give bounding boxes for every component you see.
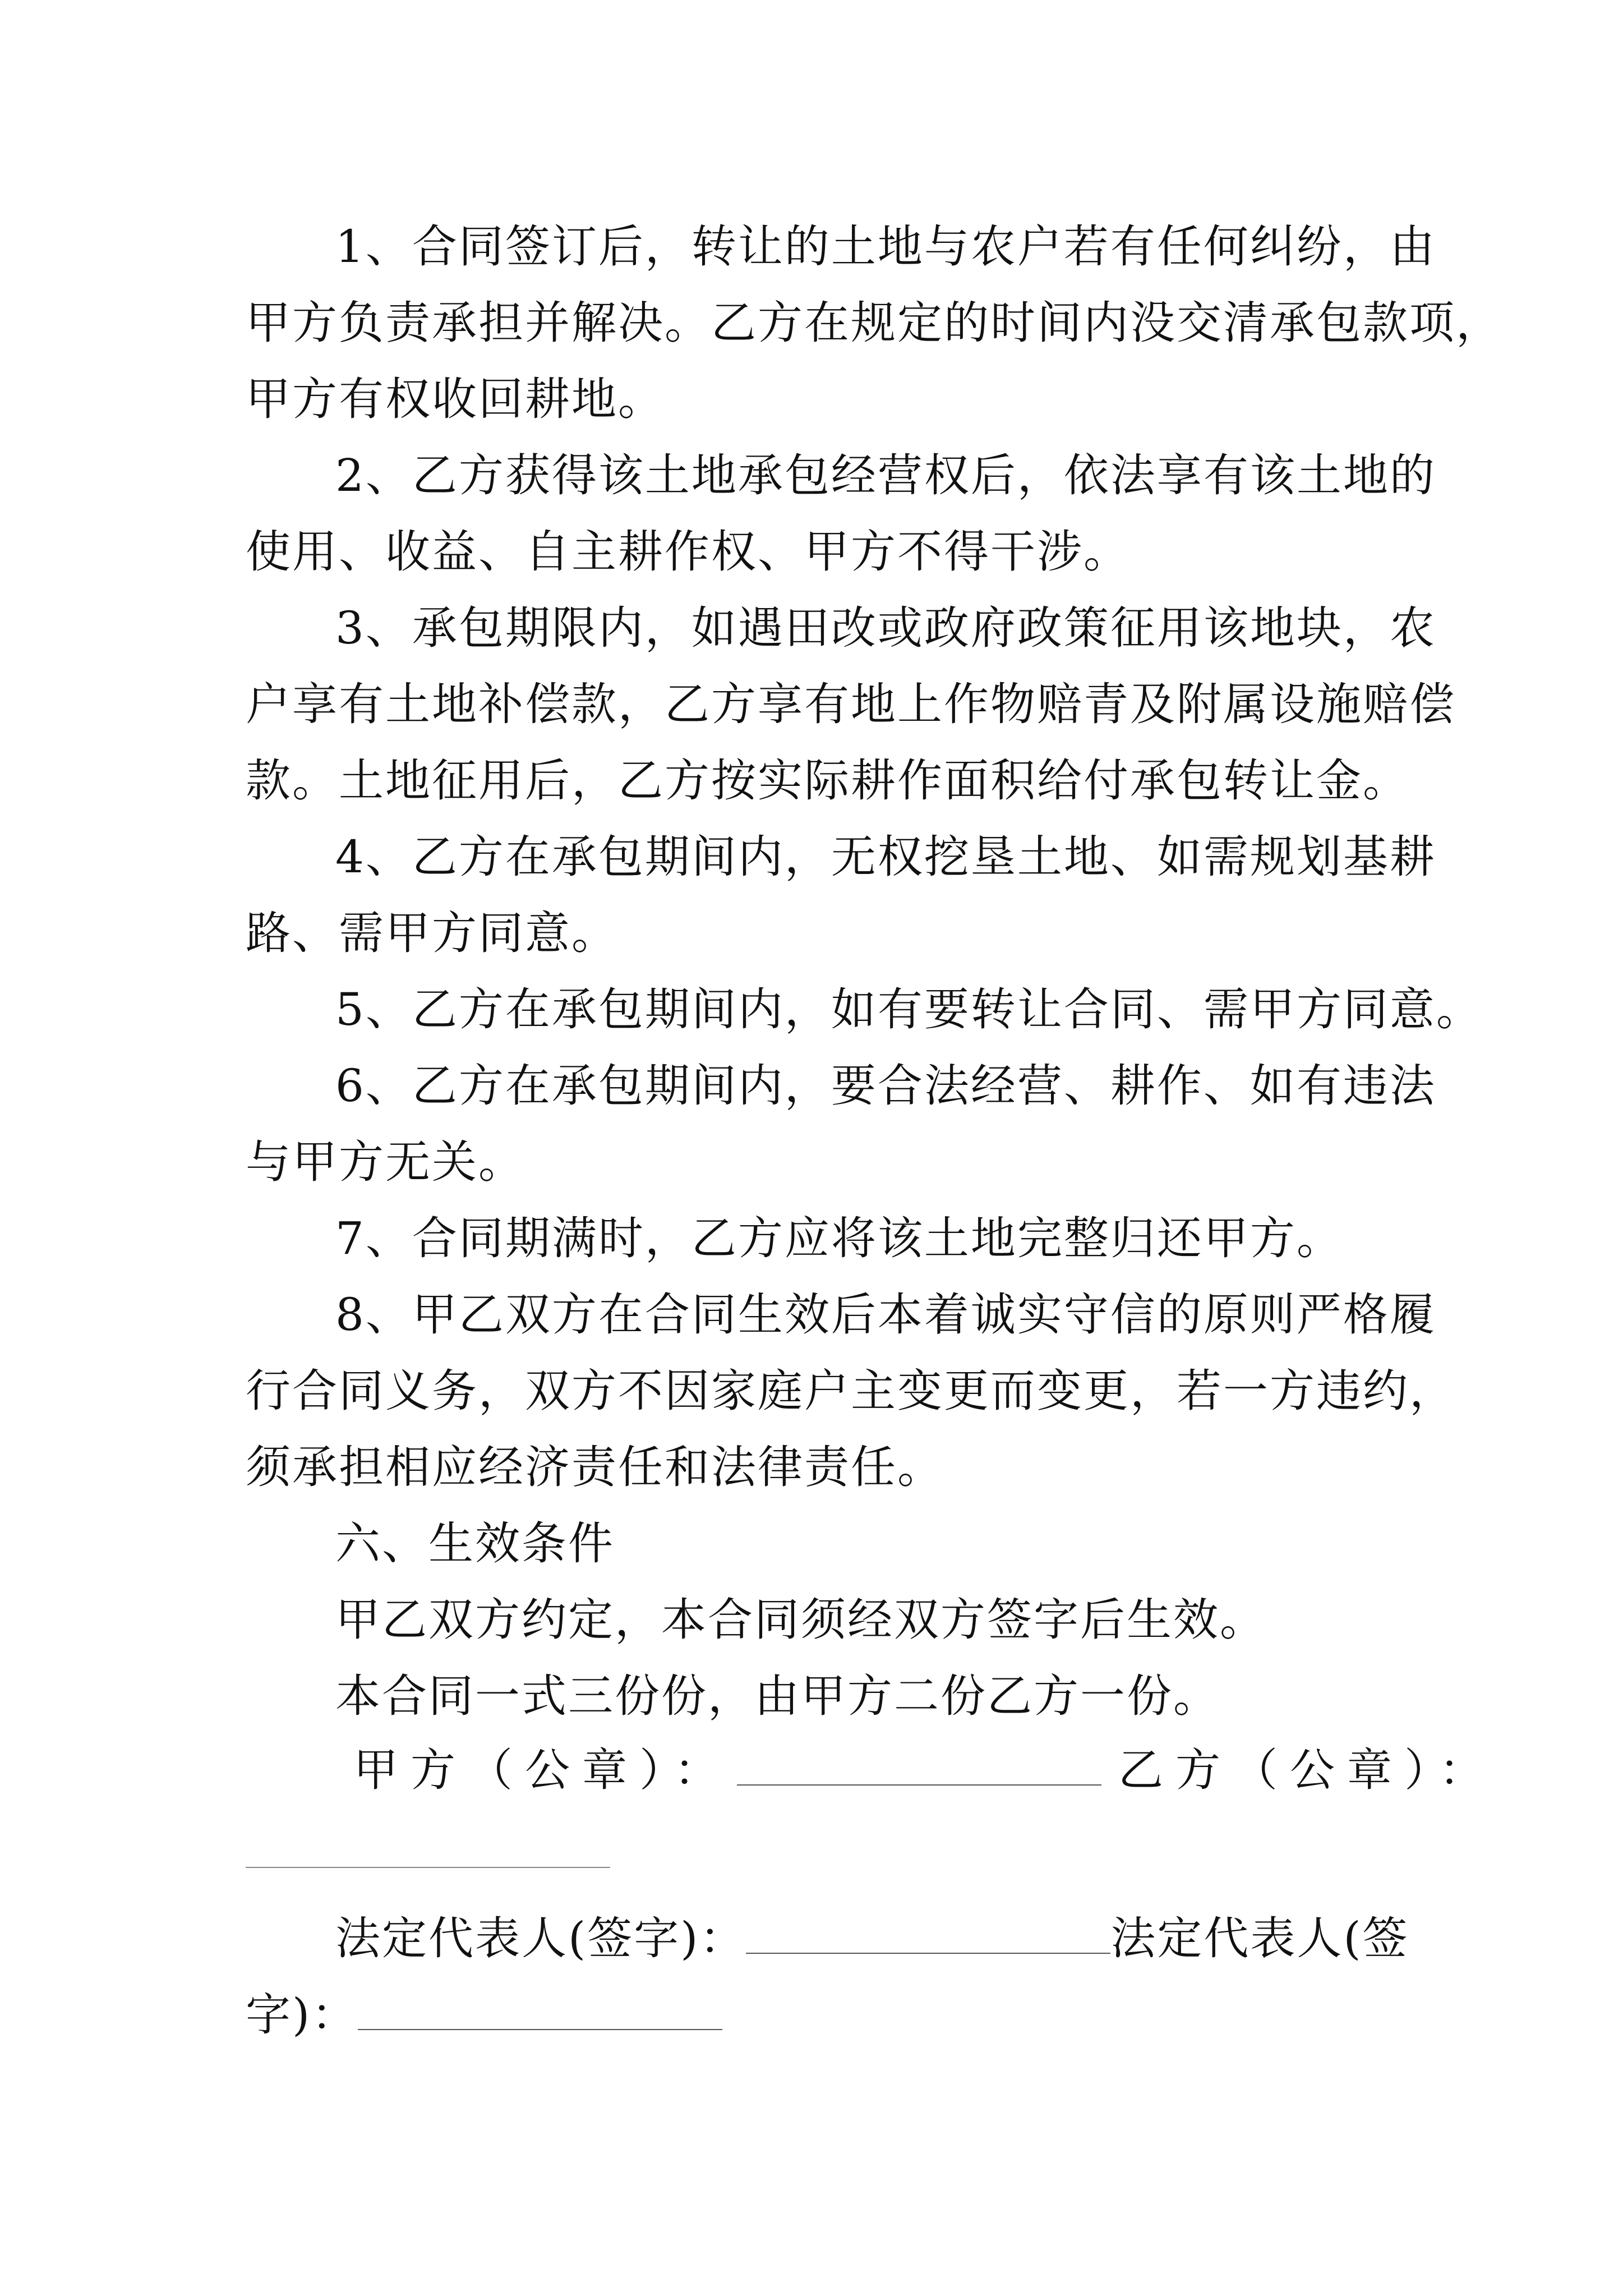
legal-rep-a-blank[interactable] (746, 1913, 1110, 1954)
clause-2-line-2: 使用、收益、自主耕作权、甲方不得干涉。 (246, 526, 1130, 578)
party-b-seal-label: 乙方（公章）： (1118, 1744, 1496, 1796)
clause-7-line-1: 7、合同期满时，乙方应将该土地完整归还甲方。 (335, 1212, 1343, 1264)
contract-clauses (246, 209, 1502, 1734)
party-a-seal-label: 甲方（公章）： (353, 1744, 731, 1796)
clause-8-line-2: 行合同义务，双方不因家庭户主变更而变更，若一方违约， (246, 1365, 1456, 1417)
clause-3-line-2: 户享有土地补偿款，乙方享有地上作物赔青及附属设施赔偿 (246, 678, 1456, 730)
legal-rep-a-label: 法定代表人(签字)： (335, 1912, 746, 1964)
clause-1-line-2: 甲方负责承担并解决。乙方在规定的时间内没交清承包款项， (246, 297, 1502, 349)
clause-2-line-1: 2、乙方获得该土地承包经营权后，依法享有该土地的 (335, 449, 1436, 501)
clause-8-line-1: 8、甲乙双方在合同生效后本着诚实守信的原则严格履 (335, 1289, 1436, 1341)
clause-5-line-1: 5、乙方在承包期间内，如有要转让合同、需甲方同意。 (335, 983, 1483, 1036)
clause-8-line-3: 须承担相应经济责任和法律责任。 (246, 1441, 944, 1493)
party-a-seal-blank[interactable] (737, 1745, 1101, 1786)
legal-rep-b-continued-row (246, 1977, 722, 2053)
copies-text: 本合同一式三份份，由甲方二份乙方一份。 (335, 1670, 1220, 1722)
legal-rep-b-label: 法定代表人(签 (1110, 1912, 1409, 1964)
clause-3-line-1: 3、承包期限内，如遇田改或政府政策征用该地块，农 (335, 602, 1436, 654)
effect-text: 甲乙双方约定，本合同须经双方签字后生效。 (335, 1594, 1266, 1646)
party-b-seal-blank[interactable] (246, 1867, 610, 1868)
clause-6-line-2: 与甲方无关。 (246, 1136, 525, 1188)
legal-rep-b-blank[interactable] (358, 1990, 722, 2030)
legal-rep-b-label-continued: 字)： (246, 1989, 358, 2041)
clause-4-line-1: 4、乙方在承包期间内，无权挖垦土地、如需规划基耕 (335, 831, 1436, 883)
clause-4-line-2: 路、需甲方同意。 (246, 907, 618, 959)
clause-6-line-1: 6、乙方在承包期间内，要合法经营、耕作、如有违法 (335, 1060, 1436, 1112)
section-heading: 六、生效条件 (335, 1517, 615, 1570)
clause-1-line-1: 1、合同签订后，转让的土地与农户若有任何纠纷，由 (335, 220, 1436, 273)
clause-1-line-3: 甲方有权收回耕地。 (246, 373, 665, 425)
legal-rep-row (335, 1901, 1409, 1977)
clause-3-line-3: 款。土地征用后，乙方按实际耕作面积给付承包转让金。 (246, 754, 1409, 807)
seal-signature-row (353, 1732, 1496, 1809)
